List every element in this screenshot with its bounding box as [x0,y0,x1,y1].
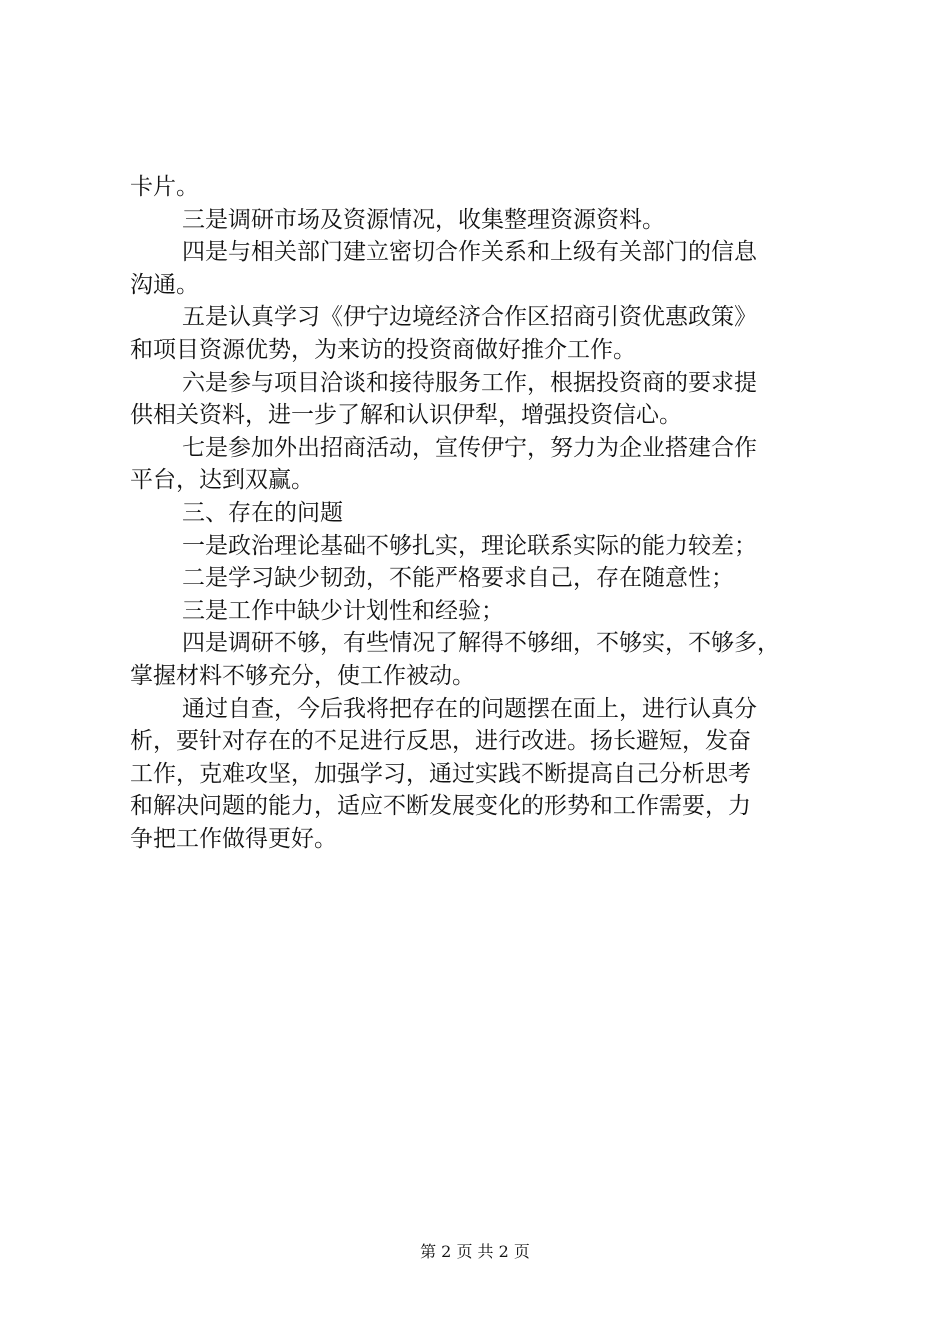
text-line: 五是认真学习《伊宁边境经济合作区招商引资优惠政策》 [182,304,757,331]
text-line: 一是政治理论基础不够扎实，理论联系实际的能力较差； [182,532,757,559]
text-line: 工作，克难攻坚，加强学习，通过实践不断提高自己分析思考 [130,760,751,787]
text-line: 平台，达到双赢。 [130,467,314,494]
text-line: 和解决问题的能力，适应不断发展变化的形势和工作需要，力 [130,793,751,820]
text-line: 三是调研市场及资源情况，收集整理资源资料。 [182,206,665,233]
text-line: 四是调研不够，有些情况了解得不够细，不够实，不够多， [182,630,780,657]
text-line: 七是参加外出招商活动，宣传伊宁，努力为企业搭建合作 [182,434,757,461]
text-line: 供相关资料，进一步了解和认识伊犁，增强投资信心。 [130,402,682,429]
page-number-footer: 第 2 页 共 2 页 [420,1242,530,1261]
text-line: 卡片。 [130,174,199,200]
text-line: 沟通。 [130,271,199,298]
document-body [130,171,835,855]
text-line: 争把工作做得更好。 [130,825,337,852]
text-line: 三是工作中缺少计划性和经验； [182,597,504,624]
text-line: 析，要针对存在的不足进行反思，进行改进。扬长避短，发奋 [130,728,751,755]
text-line: 和项目资源优势，为来访的投资商做好推介工作。 [130,336,636,363]
text-line: 四是与相关部门建立密切合作关系和上级有关部门的信息 [182,239,757,266]
text-line: 二是学习缺少韧劲，不能严格要求自己，存在随意性； [182,565,734,592]
text-line: 六是参与项目洽谈和接待服务工作，根据投资商的要求提 [182,369,757,396]
section-heading: 三、存在的问题 [182,499,343,526]
text-line: 通过自查，今后我将把存在的问题摆在面上，进行认真分 [182,695,757,722]
text-line: 掌握材料不够充分，使工作被动。 [130,662,475,689]
